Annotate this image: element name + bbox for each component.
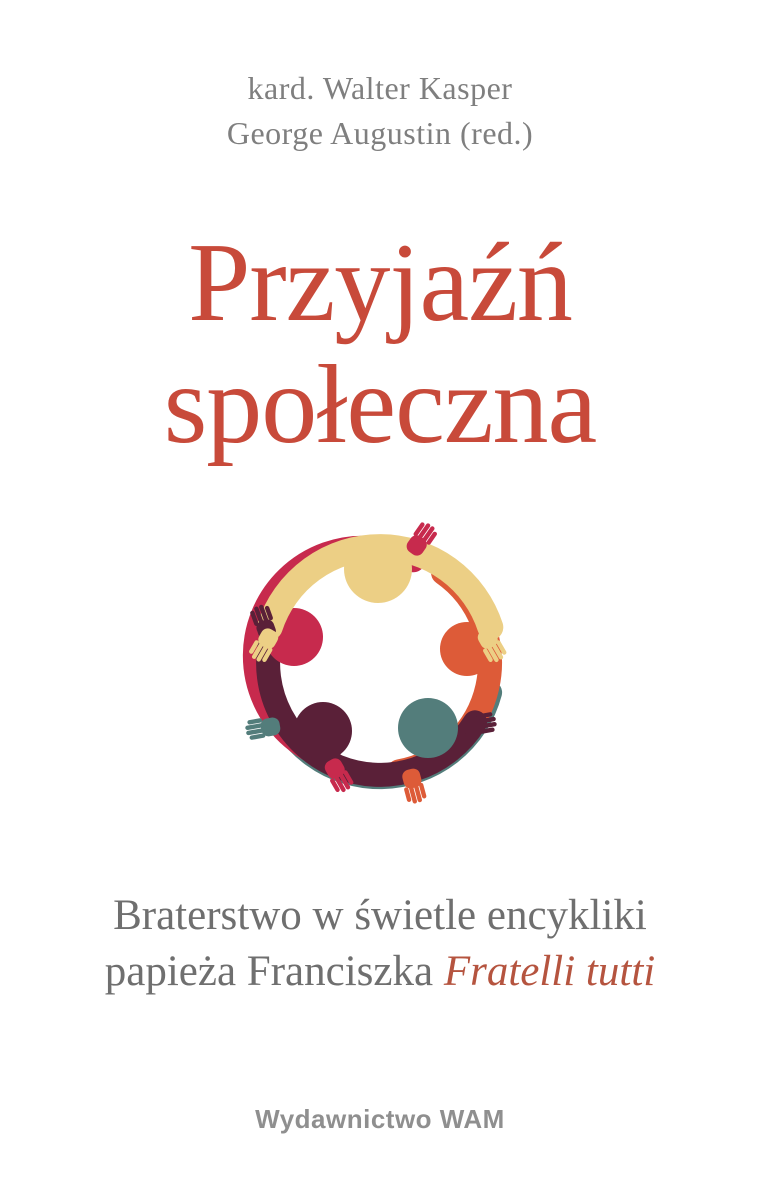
title-line-2: społeczna xyxy=(163,343,597,467)
subtitle-block xyxy=(0,888,760,1000)
yellow-figure-head xyxy=(344,535,412,603)
circle-of-friends-icon xyxy=(220,508,540,818)
subtitle-line-2-plain: papieża Franciszka xyxy=(104,948,444,995)
title-line-1: Przyjaźń xyxy=(188,221,572,345)
book-title xyxy=(0,222,760,466)
author-line-2: George Augustin (red.) xyxy=(226,115,534,151)
cover-illustration xyxy=(0,508,760,818)
teal-figure-head xyxy=(398,698,458,758)
publisher-name: Wydawnictwo WAM xyxy=(255,1104,505,1134)
subtitle-line-2 xyxy=(0,944,760,1000)
author-line-1: kard. Walter Kasper xyxy=(247,70,513,106)
maroon-figure-head xyxy=(294,702,352,760)
authors-block xyxy=(0,66,760,156)
subtitle-line-1: Braterstwo w świetle encykliki xyxy=(113,892,647,939)
subtitle-encyclical-name: Fratelli tutti xyxy=(443,948,656,995)
